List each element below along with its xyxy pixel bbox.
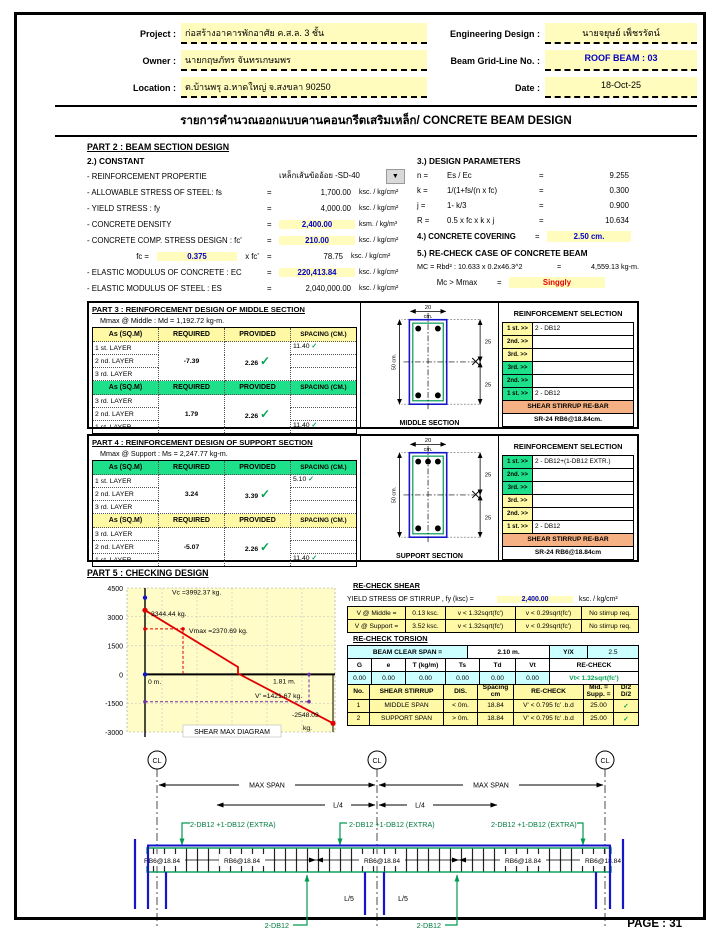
shear-max-diagram xyxy=(87,580,339,746)
middle-selection-panel xyxy=(499,303,637,427)
sel-value[interactable]: 2 - DB12+(1-DB12 EXTR.) xyxy=(535,458,611,465)
params-heading: 3.) DESIGN PARAMETERS xyxy=(417,156,521,166)
steel-grade-value: เหล็กเส้นข้ออ้อย -SD-40 xyxy=(279,171,360,180)
param-value: 0.300 xyxy=(609,186,629,195)
xfc-label: x fc' xyxy=(245,251,259,261)
designer-label: Engineering Design : xyxy=(449,28,540,39)
spacer xyxy=(427,77,441,98)
provided-top: 2.26 ✓ xyxy=(225,342,291,381)
cl-mark: CL xyxy=(372,758,382,765)
vend-unit: kg. xyxy=(303,725,313,732)
part2-heading: PART 2 : BEAM SECTION DESIGN xyxy=(87,142,230,152)
selection-title: REINFORCEMENT SELECTION xyxy=(513,309,623,318)
y-tick: 0 xyxy=(119,672,123,680)
stirrup-label: RB6@18.84 xyxy=(223,858,261,865)
recheck-torsion-table: BEAM CLEAR SPAN = 2.10 m. Y/X 2.5 G e T (kg/m) Ts Td Vt RE-CHECK 0.00 0.00 0.00 0.00 0.00 0.00 Vt< 1.32sqrt(fc') No. SHEAR STIRRUP DIS. Spacing cm RE-CHECK Mid. = Supp. = D/2 D/2 1 MIDDLE SPAN < 0m. 18.84 V' < 0.795 fc' .b.d 25.00 ✓ 2 SUPPORT SPAN > 0m. 18.84 V' < 0.795 fc' .b.d 25.00 ✓ xyxy=(347,645,639,726)
max-span-label: MAX SPAN xyxy=(249,782,285,790)
constants-column: 2.) CONSTANT - REINFORCEMENT PROPERTIE เหล็กเส้นข้ออ้อย -SD-40 ▼ - ALLOWABLE STRESS OF STEEL: fs = 1,700.00 ksc. / kg/cm² - YIELD STRESS : fy = 4,000.00 ksc. / kg/cm² - CONCRETE DENSITY = 2,400.00 ksm. / kg/m³ - CONCRETE COMP. STRESS DESIGN : fc' = 210.00 ksc. / kg/cm² fc = 0.375 x fc' = 78.75 ksc. / kg/cm² - ELASTIC MODULUS OF CONCRETE : EC = 220,413.84 ksc. / kg/cm² - ELASTIC MODULUS OF STEEL : ES = 2,040,000.00 ksc. / kg/cm² xyxy=(87,152,417,296)
mc-formula: MC = Rbd² : 10.633 x 0.2x46.3^2 xyxy=(417,262,523,271)
provided-bottom: 2.26 ✓ xyxy=(225,395,291,434)
sel-value[interactable]: 2 - DB12 xyxy=(535,325,561,332)
row-label: - ALLOWABLE STRESS OF STEEL: fs xyxy=(87,187,222,197)
check-icon: ✓ xyxy=(311,343,318,350)
fc-label: fc = xyxy=(136,251,149,261)
v-left-label: 3344.44 kg. xyxy=(151,611,187,618)
spacer xyxy=(427,23,441,44)
middle-section-svg xyxy=(363,303,497,417)
fc-result: 78.75 xyxy=(323,251,343,261)
mc-value: 4,559.13 kg-m. xyxy=(591,262,639,271)
check-icon: ✓ xyxy=(260,540,271,554)
recheck-case-heading: 5.) RE-CHECK CASE OF CONCRETE BEAM xyxy=(417,248,588,258)
dropdown-arrow-icon[interactable]: ▼ xyxy=(386,169,405,184)
beam-elevation-diagram xyxy=(27,749,693,933)
support-selection-panel xyxy=(499,436,637,560)
owner-input[interactable]: นายกฤษภัทร จันทรเกษมพร xyxy=(181,50,427,71)
l5-label: L/5 xyxy=(344,896,354,903)
top-bar-label: 2-DB12 +1-DB12 (EXTRA) xyxy=(349,820,435,829)
support-section-drawing xyxy=(361,436,499,560)
support-reinforcement-table: As (SQ.M) REQUIRED PROVIDED SPACING (CM.) 1 st. LAYER 3.24 3.39 ✓ 5.10 ✓ 2 nd. LAYER 3 rd. LAYER As (SQ.M) REQUIRED PROVIDED SPACING (CM.) 3 rd. LAYER -5.07 2.26 ✓ 2 nd. LAYER 1 st. LAYER 11.40 ✓ xyxy=(92,460,357,567)
recheck-shear-title: RE-CHECK SHEAR xyxy=(353,581,420,590)
selection-title: REINFORCEMENT SELECTION xyxy=(513,442,623,451)
l4-label: L/4 xyxy=(415,802,425,810)
row-label: - ELASTIC MODULUS OF STEEL : ES xyxy=(87,283,222,293)
y-tick: 1500 xyxy=(107,643,123,651)
spacing-top: 5.10 ✓ xyxy=(291,475,357,488)
cl-mark: CL xyxy=(600,758,610,765)
row-unit: ksc. / kg/cm² xyxy=(351,252,391,260)
y-tick: 3000 xyxy=(107,615,123,622)
row-label: - YIELD STRESS : fy xyxy=(87,203,161,213)
part3-table-panel: PART 3 : REINFORCEMENT DESIGN OF MIDDLE SECTION Mmax @ Middle : Md = 1,192.72 kg-m. As (SQ.M) REQUIRED PROVIDED SPACING (CM.) 1 st. LAYER -7.39 2.26 ✓ 11.40 ✓ 2 nd. LAYER 3 rd. LAYER As (SQ.M) REQUIRED PROVIDED SPACING (CM.) 3 rd. LAYER 1.79 2.26 ✓ 2 nd. LAYER 1 st. LAYER 11.40 ✓ xyxy=(89,303,361,427)
project-label: Project : xyxy=(139,28,176,39)
width-dim: 20 xyxy=(424,304,431,311)
sel-value[interactable] xyxy=(533,336,633,348)
fy-unit: ksc. / kg/cm² xyxy=(579,595,618,603)
support-section-svg xyxy=(363,436,497,550)
height-dim: 50 cm. xyxy=(391,486,398,504)
part4-table-panel: PART 4 : REINFORCEMENT DESIGN OF SUPPORT SECTION Mmax @ Support : Ms = 2,247.77 kg-m. As (SQ.M) REQUIRED PROVIDED SPACING (CM.) 1 st. LAYER 3.24 3.39 ✓ 5.10 ✓ 2 nd. LAYER 3 rd. LAYER As (SQ.M) REQUIRED PROVIDED SPACING (CM.) 3 rd. LAYER -5.07 2.26 ✓ 2 nd. LAYER 1 st. LAYER 11.40 ✓ xyxy=(89,436,361,560)
width-unit: cm. xyxy=(423,314,432,321)
row-label: - CONCRETE COMP. STRESS DESIGN : fc' xyxy=(87,235,242,245)
row-value: 1,700.00 xyxy=(320,187,351,197)
param-value: 10.634 xyxy=(605,216,629,225)
sheet-title: รายการคำนวณออกแบบคานคอนกรีตเสริมเหล็ก/ CONCRETE BEAM DESIGN xyxy=(55,105,697,137)
stirrup-label: RB6@18.84 xyxy=(504,858,542,865)
support-selection-table: 1 st. >> 2 - DB12+(1-DB12 EXTR.) 2nd. >> 3rd. >> 3rd. >> 2nd. >> 1 st. >> 2 - DB12 SHEAR STIRRUP RE-BAR SR-24 RB6@18.84cm xyxy=(502,455,634,560)
reinforcement-propertie-label: - REINFORCEMENT PROPERTIE xyxy=(87,171,207,181)
half-bottom-dim: 25 xyxy=(484,515,491,522)
sel-value[interactable]: 2 - DB12 xyxy=(535,390,561,397)
check-icon: ✓ xyxy=(614,713,638,725)
sel-value[interactable] xyxy=(533,495,633,507)
required-top: -7.39 xyxy=(159,342,225,381)
stirrup-label: RB6@18.84 xyxy=(363,858,401,865)
recheck-shear-table: V @ Middle = 0.13 ksc. v < 1.32sqrt(fc') v < 0.29sqrt(fc') No stirrup req. V @ Support = 3.52 ksc. v < 1.32sqrt(fc') v < 0.29sqrt(fc') No stirrup req. xyxy=(347,606,639,633)
calc-sheet-page xyxy=(14,12,706,930)
covering-label: 4.) CONCRETE COVERING xyxy=(417,232,516,241)
row-label: - ELASTIC MODULUS OF CONCRETE : EC xyxy=(87,267,242,277)
spacing-bottom: 11.40 ✓ xyxy=(291,421,357,434)
check-icon: ✓ xyxy=(311,555,318,562)
design-parameters-column: 3.) DESIGN PARAMETERS n = Es / Ec = 9.255 k = 1/(1+fs/(n x fc) = 0.300 j = 1- k/3 = 0.900 R = 0.5 x fc x k x j = 10.634 4.) CONCRETE COVERING = 2.50 cm. 5.) RE-CHECK CASE OF CONCRETE BEAM MC = Rbd² : 10.633 x 0.2x46.3^2 = 4,559.13 kg-m. Mc > Mmax = Singgly xyxy=(417,156,639,287)
sel-value[interactable] xyxy=(533,349,633,361)
row-unit: ksc. / kg/cm² xyxy=(359,268,399,276)
required-top: 3.24 xyxy=(159,475,225,514)
half-top-dim: 25 xyxy=(484,339,491,346)
part4-box xyxy=(87,434,639,562)
gridline-label: Beam Grid-Line No. : xyxy=(450,55,540,66)
row-value: 4,000.00 xyxy=(320,203,351,213)
top-bar-label: 2-DB12 +1-DB12 (EXTRA) xyxy=(491,820,577,829)
fy-label: YIELD STRESS OF STIRRUP , fy (ksc) = xyxy=(347,595,474,603)
sel-value[interactable] xyxy=(533,508,633,520)
part4-heading: PART 4 : REINFORCEMENT DESIGN OF SUPPORT SECTION xyxy=(92,438,313,447)
check-icon: ✓ xyxy=(308,476,314,483)
steel-grade-dropdown[interactable] xyxy=(279,169,417,184)
torsion-recheck-result: Vt< 1.32sqrt(fc') xyxy=(550,672,638,685)
middle-selection-table: 1 st. >> 2 - DB12 2nd. >> 3rd. >> 3rd. >> 2nd. >> 1 st. >> 2 - DB12 SHEAR STIRRUP RE-BAR SR-24 RB6@18.84cm. xyxy=(502,322,634,427)
stirrup-label: RB6@18.84 xyxy=(143,858,181,865)
top-bar-label: 2-DB12 +1-DB12 (EXTRA) xyxy=(190,820,276,829)
spacing-bottom: 11.40 ✓ xyxy=(291,554,357,567)
support-section-caption: SUPPORT SECTION xyxy=(396,553,463,560)
provided-top: 3.39 ✓ xyxy=(225,475,291,514)
row-unit: ksc. / kg/cm² xyxy=(359,188,399,196)
recheck-panel xyxy=(347,580,639,746)
part3-heading: PART 3 : REINFORCEMENT DESIGN OF MIDDLE SECTION xyxy=(92,305,305,314)
provided-bottom: 2.26 ✓ xyxy=(225,528,291,567)
stirrup-label: RB6@18.84 xyxy=(584,858,622,865)
page-number: PAGE : 31 xyxy=(627,918,682,930)
row-value: 2,040,000.00 xyxy=(305,283,351,293)
stirrup-value: SR-24 RB6@18.84cm. xyxy=(533,416,602,423)
bottom-bar-label: 2-DB12 xyxy=(416,921,441,930)
middle-reinforcement-table: As (SQ.M) REQUIRED PROVIDED SPACING (CM.) 1 st. LAYER -7.39 2.26 ✓ 11.40 ✓ 2 nd. LAYER 3 rd. LAYER As (SQ.M) REQUIRED PROVIDED SPACING (CM.) 3 rd. LAYER 1.79 2.26 ✓ 2 nd. LAYER 1 st. LAYER 11.40 ✓ xyxy=(92,327,357,434)
fc-input[interactable]: 210.00 xyxy=(279,236,355,245)
param-value: 9.255 xyxy=(609,171,629,180)
cl-mark: CL xyxy=(152,758,162,765)
header-block xyxy=(55,23,697,98)
row-unit: ksm. / kg/m³ xyxy=(359,220,398,228)
designer-input[interactable]: นายจยุษย์ เพ็ชรรัตน์ xyxy=(545,23,697,44)
covering-input[interactable]: 2.50 cm. xyxy=(547,231,631,242)
row-label: - CONCRETE DENSITY xyxy=(87,219,172,229)
stirrup-header: SHEAR STIRRUP RE-BAR xyxy=(503,534,633,547)
x0-label: 0 m. xyxy=(148,679,162,686)
param-value: 0.900 xyxy=(609,201,629,210)
width-dim: 20 xyxy=(424,437,431,444)
recheck-torsion-title: RE-CHECK TORSION xyxy=(353,634,428,643)
stirrup-value: SR-24 RB6@18.84cm xyxy=(534,549,602,556)
l5-label: L/5 xyxy=(398,896,408,903)
check-icon: ✓ xyxy=(311,422,318,429)
required-bottom: 1.79 xyxy=(159,395,225,434)
vmax-label: Vmax =2370.69 kg. xyxy=(189,628,248,635)
row-unit: ksc. / kg/cm² xyxy=(359,204,399,212)
y-tick: -3000 xyxy=(105,730,123,737)
x1-label: 1.81 m. xyxy=(273,678,296,686)
location-label: Location : xyxy=(133,82,176,93)
middle-section-caption: MIDDLE SECTION xyxy=(399,420,460,427)
check-icon: ✓ xyxy=(260,487,271,501)
date-label: Date : xyxy=(514,82,540,93)
part3-box xyxy=(87,301,639,429)
vprime-label: V' =1421.67 kg. xyxy=(255,693,303,700)
sel-value[interactable] xyxy=(533,375,633,387)
half-bottom-dim: 25 xyxy=(484,382,491,389)
date-input[interactable]: 18-Oct-25 xyxy=(545,77,697,98)
bottom-bar-label: 2-DB12 xyxy=(264,921,289,930)
l4-label: L/4 xyxy=(333,802,343,810)
spacer xyxy=(427,50,441,71)
owner-label: Owner : xyxy=(142,55,176,66)
singly-result: Singgly xyxy=(509,277,605,288)
gridline-input[interactable]: ROOF BEAM : 03 xyxy=(545,50,697,71)
half-top-dim: 25 xyxy=(484,472,491,479)
max-span-label: MAX SPAN xyxy=(473,782,509,790)
stirrup-header: SHEAR STIRRUP RE-BAR xyxy=(503,401,633,414)
check-icon: ✓ xyxy=(260,407,271,421)
diagram-title: SHEAR MAX DIAGRAM xyxy=(194,729,270,736)
height-dim: 50 cm. xyxy=(391,353,398,371)
sel-value[interactable] xyxy=(533,469,633,481)
vend-label: -2548.03 xyxy=(292,712,319,719)
sel-value[interactable]: 2 - DB12 xyxy=(535,523,561,530)
check-icon: ✓ xyxy=(260,354,271,368)
fy-input[interactable]: 2,400.00 xyxy=(497,596,573,603)
required-bottom: -5.07 xyxy=(159,528,225,567)
mmax-check-label: Mc > Mmax xyxy=(436,278,478,287)
location-input[interactable]: ต.บ้านพรุ อ.หาดใหญ่ จ.สงขลา 90250 xyxy=(181,77,427,98)
row-unit: ksc. / kg/cm² xyxy=(359,236,399,244)
width-unit: cm. xyxy=(423,447,432,454)
middle-section-drawing xyxy=(361,303,499,427)
project-input[interactable]: ก่อสร้างอาคารพักอาศัย ค.ส.ล. 3 ชั้น xyxy=(181,23,427,44)
part5-heading: PART 5 : CHECKING DESIGN xyxy=(87,568,209,578)
spacing-top: 11.40 ✓ xyxy=(291,342,357,355)
y-tick: 4500 xyxy=(107,586,123,593)
fc-factor-input[interactable]: 0.375 xyxy=(157,252,237,261)
y-tick: -1500 xyxy=(105,701,123,708)
density-input[interactable]: 2,400.00 xyxy=(279,220,355,229)
sel-value[interactable] xyxy=(533,482,633,494)
sel-value[interactable] xyxy=(533,362,633,374)
constant-heading: 2.) CONSTANT xyxy=(87,156,145,166)
ec-input[interactable]: 220,413.84 xyxy=(279,268,355,277)
row-unit: ksc. / kg/cm² xyxy=(359,284,399,292)
check-icon: ✓ xyxy=(614,700,638,713)
vc-label: Vc =3992.37 kg. xyxy=(172,589,222,597)
